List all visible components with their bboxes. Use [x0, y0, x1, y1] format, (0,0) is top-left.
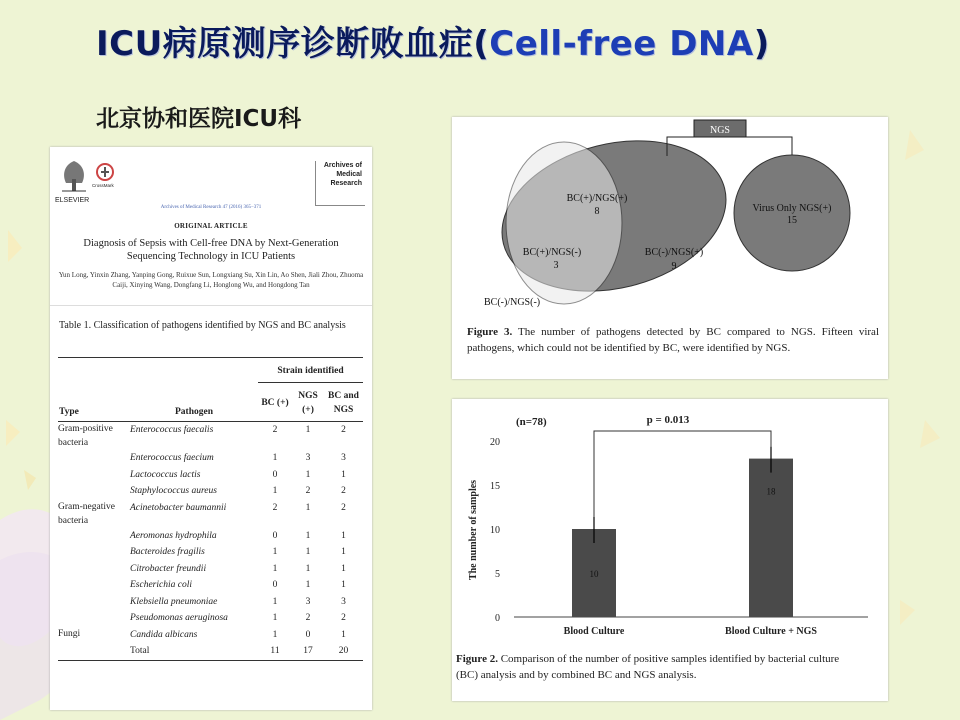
- slide-title: ICU病原测序诊断败血症(Cell-free DNA): [96, 24, 770, 64]
- figure-3-caption: Figure 3. The number of pathogens detected by BC compared to NGS. Fifteen viral pathogens, which could not be identified by BC, were identified by NGS.: [467, 326, 879, 354]
- bar-chart: [452, 399, 888, 649]
- y-tick-label: 0: [495, 613, 500, 624]
- cell-pathogen: Aeromonas hydrophila: [130, 530, 217, 541]
- table-caption: Table 1. Classification of pathogens identified by NGS and BC analysis: [59, 320, 346, 331]
- figure-3-panel: [452, 117, 888, 379]
- y-tick-label: 20: [490, 437, 500, 448]
- y-tick-label: 15: [490, 481, 500, 492]
- cell-bc: 0: [272, 469, 278, 480]
- cell-ngs: 3: [305, 596, 311, 607]
- region-ngs-only-value: 9: [671, 261, 677, 272]
- cell-type: [58, 577, 130, 594]
- cell-pathogen: Bacteroides fragilis: [130, 547, 205, 557]
- cell-both: 2: [341, 502, 346, 513]
- table-row: [58, 544, 363, 561]
- table-group-header: Strain identified: [258, 358, 363, 383]
- region-neither-label: BC(-)/NGS(-): [484, 297, 541, 308]
- divider: [50, 305, 372, 306]
- cell-bc: 1: [272, 486, 278, 496]
- paper-authors: Yun Long, Yinxin Zhang, Yanping Gong, Ruixue Sun, Longxiang Su, Xin Lin, Ao Shen, Jiali Zhou, Zhuoma Caiji, Xinying Wang, Dongfang Li, Honglong Wu, and Hongdong Tan: [58, 271, 364, 289]
- col-pathogen: Pathogen: [175, 407, 213, 417]
- bar: [749, 459, 793, 617]
- cell-bc: 0: [272, 530, 278, 541]
- cell-both: 20: [338, 646, 349, 656]
- table-row: [58, 577, 363, 594]
- table-row: [58, 610, 363, 627]
- cell-type: [58, 528, 130, 545]
- journal-name: Archives of Medical Research: [315, 161, 365, 206]
- table-row: [58, 483, 363, 500]
- bar-value-label: 18: [766, 486, 776, 497]
- cell-both: 1: [341, 629, 346, 640]
- n-annotation: (n=78): [516, 416, 547, 428]
- pathogen-table: [58, 357, 363, 661]
- cell-ngs: 1: [305, 425, 311, 435]
- cell-pathogen: Pseudomonas aeruginosa: [130, 613, 228, 623]
- citation: Archives of Medical Research 47 (2016) 365−371: [160, 205, 262, 210]
- cell-ngs: 1: [305, 469, 311, 480]
- cell-pathogen: Klebsiella pneumoniae: [130, 596, 218, 607]
- cell-both: 2: [341, 425, 346, 435]
- publisher-name: ELSEVIER: [55, 197, 90, 204]
- cell-bc: 0: [272, 580, 278, 590]
- cell-bc: 1: [272, 453, 278, 463]
- cell-pathogen: Staphylococcus aureus: [130, 486, 217, 496]
- y-tick-label: 5: [495, 569, 500, 580]
- cell-type: [58, 467, 130, 484]
- bar-value-label: 10: [589, 569, 599, 579]
- cell-ngs: 3: [305, 453, 311, 463]
- col-type: Type: [59, 407, 79, 417]
- y-axis-label: The number of samples: [468, 479, 479, 581]
- x-tick-label: Blood Culture: [563, 626, 625, 637]
- cell-type: [58, 561, 130, 578]
- y-tick-label: 10: [490, 525, 500, 536]
- cell-pathogen: Enterococcus faecium: [130, 453, 214, 463]
- region-bc-ngs-label: BC(+)/NGS(+): [566, 193, 628, 204]
- cell-type: [58, 594, 130, 611]
- paper-title: Diagnosis of Sepsis with Cell-free DNA by Next-Generation Sequencing Technology in ICU Patients: [83, 238, 339, 262]
- cell-type: Fungi: [58, 628, 81, 639]
- bc-ellipse: [506, 142, 622, 304]
- cell-type: [58, 450, 130, 467]
- cell-type: Gram-positive bacteria: [58, 424, 113, 448]
- region-bc-ngs-value: 8: [594, 206, 600, 217]
- table-row: [58, 500, 363, 528]
- cell-both: 1: [341, 469, 346, 480]
- cell-both: 3: [341, 453, 346, 463]
- crossmark-label: CrossMark: [92, 183, 114, 188]
- table-row: [58, 643, 363, 660]
- crossmark-icon: [96, 163, 114, 183]
- cell-ngs: 1: [305, 580, 311, 590]
- region-ngs-only-label: BC(-)/NGS(+): [644, 247, 704, 258]
- cell-bc: 11: [270, 646, 280, 656]
- cell-both: 3: [341, 596, 346, 607]
- table-row: [58, 422, 363, 451]
- region-virus-label: Virus Only NGS(+): [752, 203, 832, 214]
- cell-ngs: 2: [305, 613, 311, 623]
- table-row: [58, 627, 363, 644]
- venn-diagram: [452, 117, 888, 322]
- cell-both: 1: [341, 547, 346, 557]
- figure-2-caption: Figure 2. Comparison of the number of positive samples identified by bacterial culture (BC) analysis and by combined BC and NGS analysis.: [456, 653, 840, 681]
- table-row: [58, 594, 363, 611]
- cell-pathogen: Escherichia coli: [130, 580, 192, 590]
- table-body: [58, 422, 363, 661]
- table-row: [58, 528, 363, 545]
- cell-pathogen: Total: [130, 646, 150, 656]
- cell-type: [58, 544, 130, 561]
- cell-ngs: 2: [305, 486, 311, 496]
- col-bc: BC (+): [261, 398, 289, 408]
- cell-both: 2: [341, 486, 346, 496]
- cell-type: [58, 483, 130, 500]
- p-annotation: p = 0.013: [646, 414, 690, 426]
- cell-both: 2: [341, 613, 346, 623]
- cell-type: [58, 643, 130, 660]
- ngs-box-label: NGS: [709, 125, 731, 136]
- cell-pathogen: Candida albicans: [130, 629, 198, 640]
- region-bc-only-label: BC(+)/NGS(-): [522, 247, 582, 258]
- cell-both: 1: [341, 563, 346, 574]
- col-ngs: NGS (+): [298, 391, 318, 415]
- article-type: ORIGINAL ARTICLE: [174, 222, 248, 230]
- cell-both: 1: [341, 530, 346, 541]
- cell-ngs: 1: [305, 547, 311, 557]
- cell-bc: 1: [272, 547, 278, 557]
- cell-ngs: 1: [305, 502, 311, 513]
- cell-type: [58, 610, 130, 627]
- cell-bc: 1: [272, 613, 278, 623]
- cell-bc: 2: [272, 425, 278, 435]
- cell-ngs: 1: [305, 530, 311, 541]
- cell-pathogen: Acinetobacter baumannii: [130, 502, 227, 513]
- cell-pathogen: Enterococcus faecalis: [130, 425, 214, 435]
- cell-bc: 1: [272, 563, 278, 574]
- table-row: [58, 450, 363, 467]
- region-virus-value: 15: [787, 215, 797, 226]
- cell-bc: 1: [272, 629, 278, 640]
- cell-ngs: 17: [303, 646, 313, 656]
- cell-bc: 2: [272, 502, 278, 513]
- cell-ngs: 1: [305, 563, 311, 574]
- cell-both: 1: [341, 580, 346, 590]
- table-row: [58, 561, 363, 578]
- table-row: [58, 467, 363, 484]
- significance-bracket: [594, 431, 771, 517]
- title-highlight: Cell-free DNA: [489, 24, 754, 64]
- cell-bc: 1: [272, 596, 278, 607]
- cell-type: Gram-negative bacteria: [58, 501, 115, 526]
- paper-excerpt: [50, 147, 372, 710]
- x-tick-label: Blood Culture + NGS: [725, 626, 817, 637]
- cell-pathogen: Citrobacter freundii: [130, 563, 207, 574]
- cell-pathogen: Lactococcus lactis: [130, 469, 201, 480]
- slide-subtitle: 北京协和医院ICU科: [96, 106, 302, 132]
- plot-area: [490, 431, 868, 637]
- figure-2-panel: [452, 399, 888, 701]
- cell-ngs: 0: [305, 629, 311, 640]
- col-both: BC and NGS: [328, 391, 359, 415]
- region-bc-only-value: 3: [553, 260, 559, 271]
